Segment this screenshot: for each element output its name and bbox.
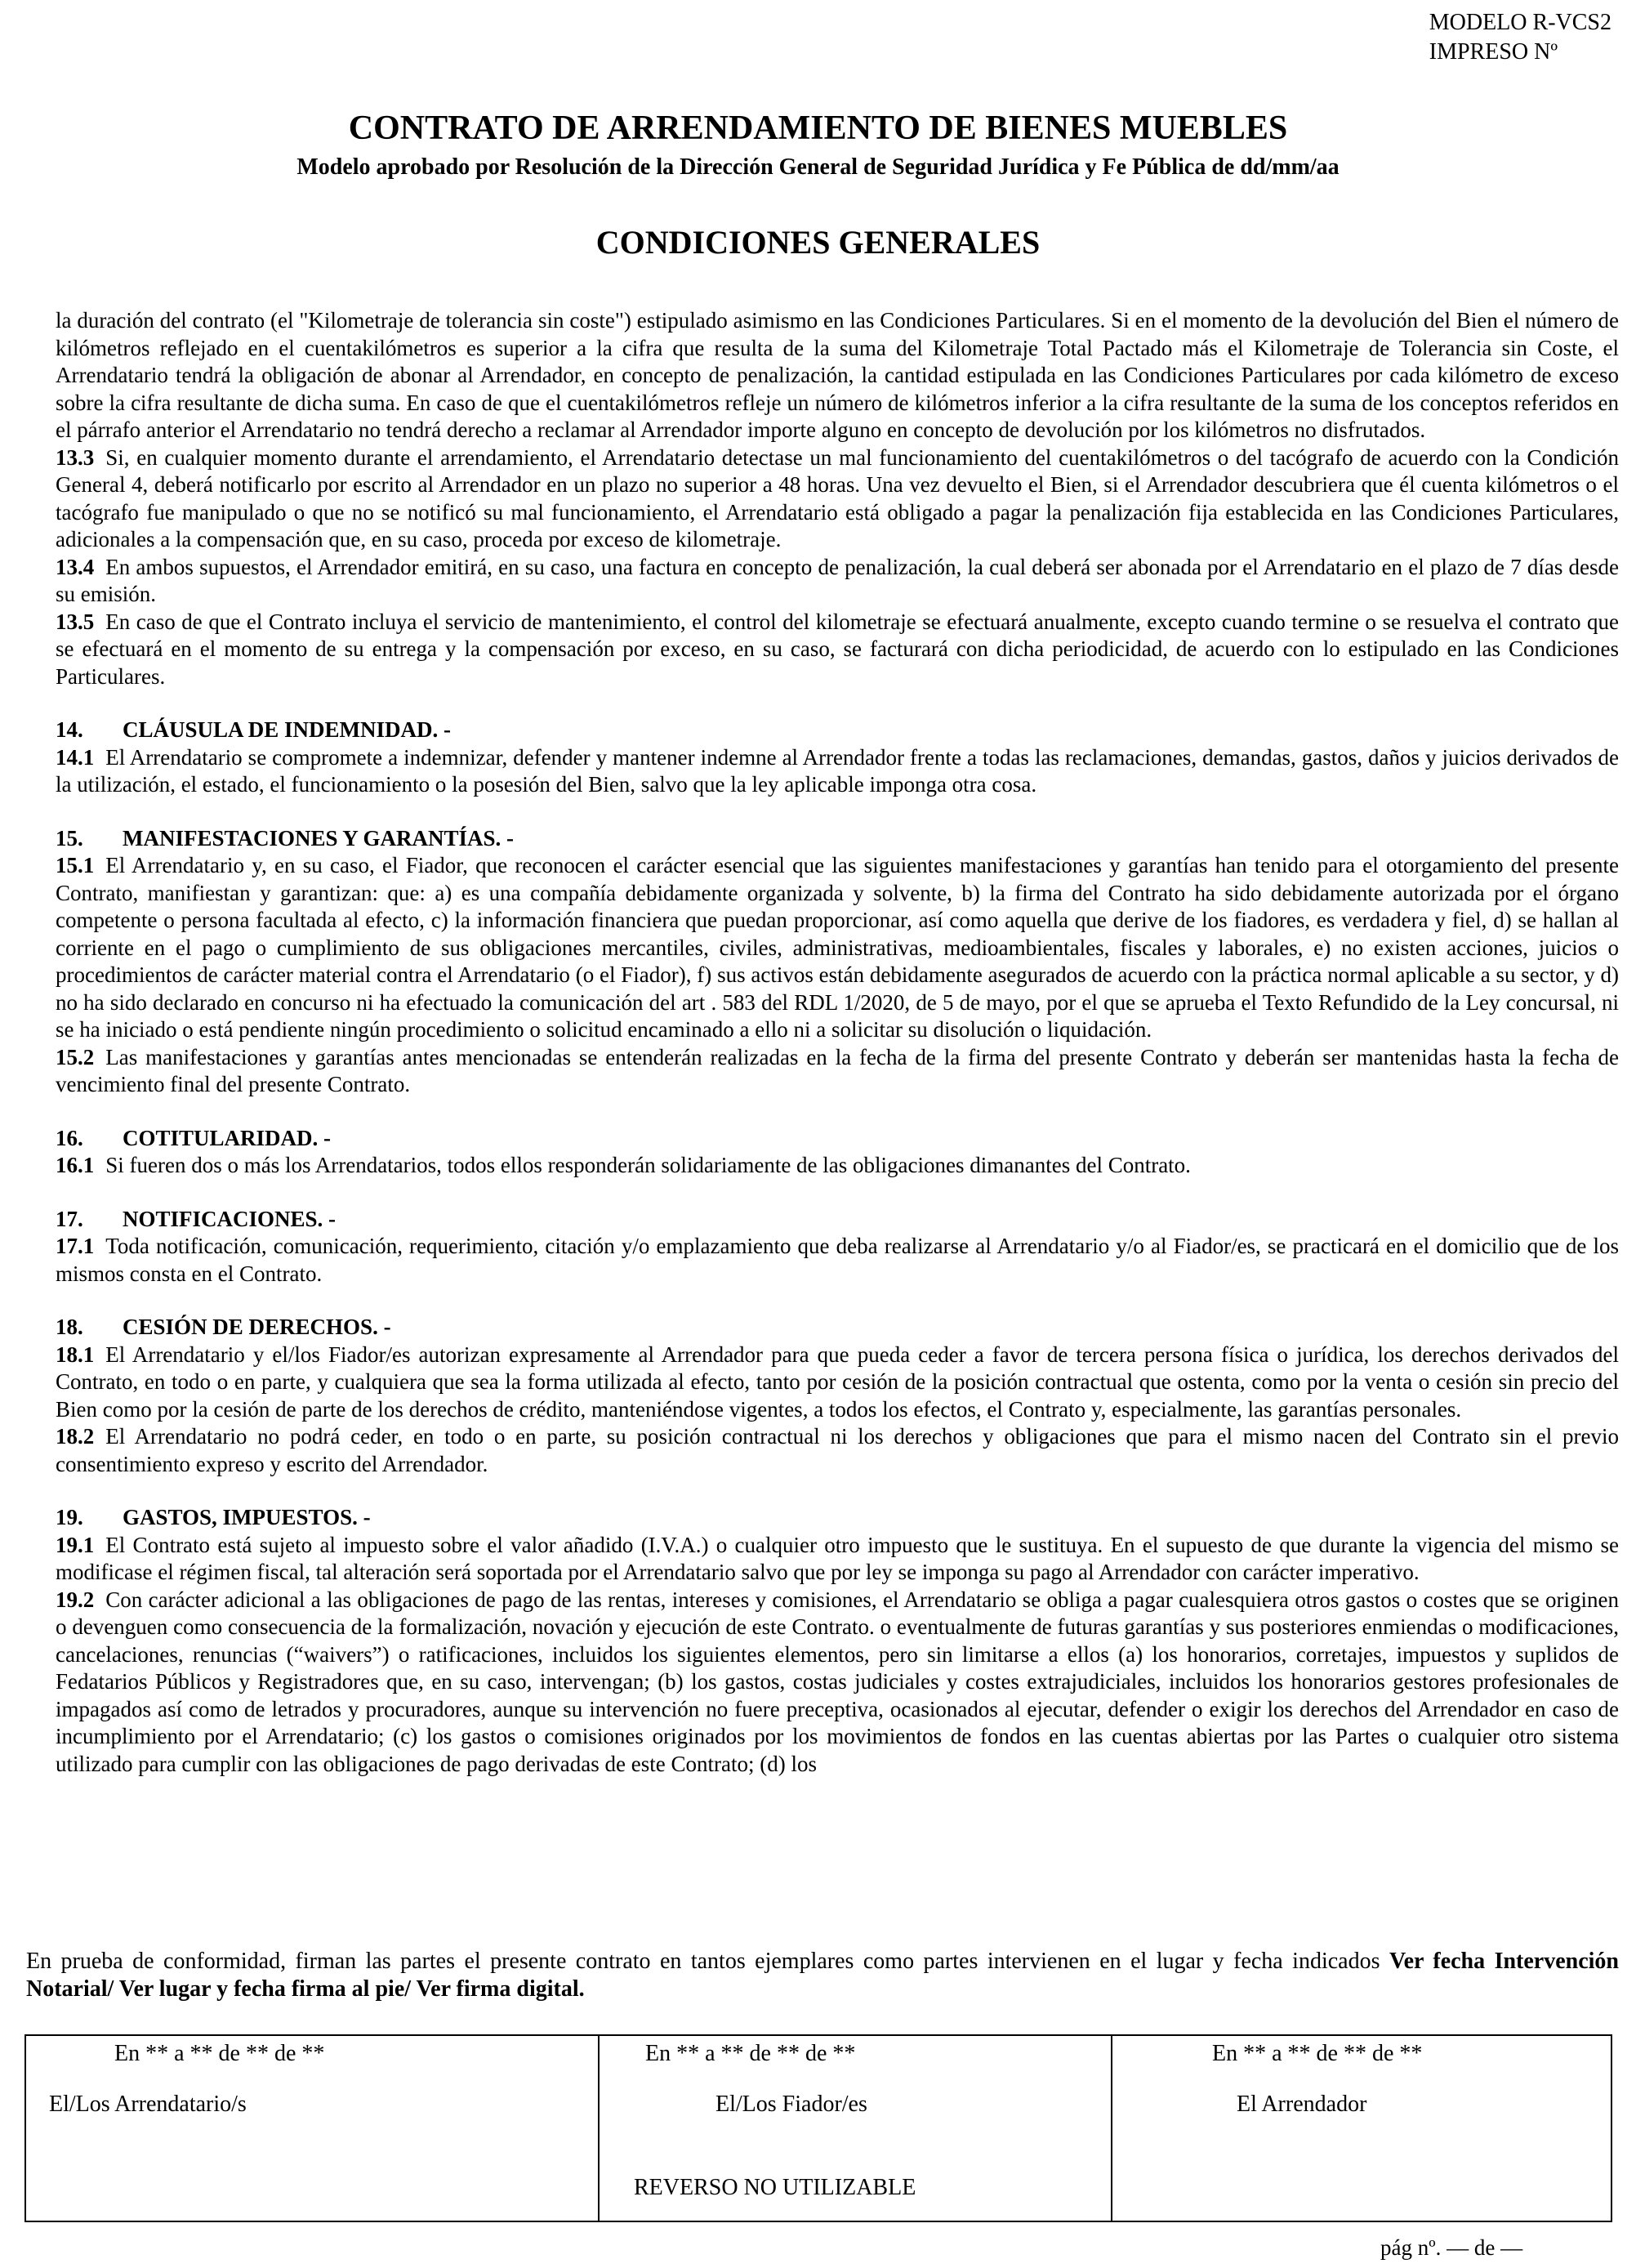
- signature-role: El/Los Arrendatario/s: [49, 2092, 247, 2117]
- clause-number: 19.2: [56, 1587, 95, 1612]
- heading-number: 14.: [56, 717, 83, 742]
- clause-text: Si, en cualquier momento durante el arrendamiento, el Arrendatario detectase un mal funcionamiento del cuentakilómetros o del tacógrafo de acuerdo con la Condición General 4, deberá notificarlo por escrito al Arrendador en un plazo no superior a 48 horas. Una vez devuelto el Bien, si el Arrendador descubriera que él cuenta kilómetros o el tacógrafo fue manipulado o que no se notificó su mal funcionamiento, el Arrendatario está obligado a pagar la penalización fija establecida en las Condiciones Particulares, adicionales a la compensación que, en su caso, proceda por exceso de kilometraje.: [56, 444, 1619, 551]
- signature-role: El/Los Fiador/es: [715, 2092, 867, 2117]
- heading-number: 18.: [56, 1315, 83, 1339]
- clause-16-heading: [56, 1125, 1619, 1153]
- clause-text: El Arrendatario no podrá ceder, en todo o en parte, su posición contractual ni los derechos y obligaciones que para el mismo nacen del Contrato sin el previo consentimiento expreso y escrito del Arrendador.: [56, 1424, 1619, 1476]
- clause-17-heading: [56, 1206, 1619, 1234]
- heading-number: 17.: [56, 1206, 83, 1231]
- reverse-not-usable-note: REVERSO NO UTILIZABLE: [634, 2175, 916, 2200]
- clause-number: 13.3: [56, 444, 95, 470]
- clause-15-1: [56, 852, 1619, 1044]
- clause-number: 15.1: [56, 853, 95, 877]
- heading-number: 15.: [56, 825, 83, 850]
- model-reference: [1429, 8, 1611, 67]
- clause-14-1: [56, 744, 1619, 799]
- conformity-statement: [26, 1948, 1619, 2003]
- clause-number: 18.1: [56, 1342, 95, 1367]
- heading-title: GASTOS, IMPUESTOS. -: [123, 1505, 371, 1529]
- clause-14-heading: [56, 717, 1619, 744]
- heading-title: CLÁUSULA DE INDEMNIDAD. -: [123, 717, 452, 742]
- conformity-bold-text: Ver fecha Intervención Notarial/ Ver lugar y fecha firma al pie/ Ver firma digital.: [26, 1949, 1619, 2002]
- intro-paragraph: la duración del contrato (el "Kilometraje de tolerancia sin coste") estipulado asimismo en las Condiciones Particulares. Si en el momento de la devolución del Bien el número de kilómetros reflejado en el cuentakilómetros es superior a la cifra que resulta de la suma del Kilometraje Total Pactado más el Kilometraje de Tolerancia sin Coste, el Arrendatario tendrá la obligación de abonar al Arrendador, en concepto de penalización, la cantidad estipulada en las Condiciones Particulares por cada kilómetro de exceso sobre la cifra resultante de dicha suma. En caso de que el cuentakilómetros refleje un número de kilómetros inferior a la cifra resultante de la suma de los conceptos referidos en el párrafo anterior el Arrendatario no tendrá derecho a reclamar al Arrendador importe alguno en concepto de devolución por los kilómetros no disfrutados.: [56, 308, 1619, 442]
- heading-title: NOTIFICACIONES. -: [123, 1206, 337, 1231]
- model-code: MODELO R-VCS2: [1429, 10, 1611, 35]
- printed-number: IMPRESO Nº: [1429, 39, 1558, 65]
- section-title: CONDICIONES GENERALES: [595, 224, 1041, 261]
- clause-text: El Arrendatario y el/los Fiador/es autorizan expresamente al Arrendador para que pueda ceder a favor de tercera persona física o jurídica, los derechos derivados del Contrato, en todo o en parte, y cualquiera que sea la forma utilizada al efecto, tanto por cesión de la posición contractual que ostenta, como por la venta o cesión sin precio del Bien como por la cesión de parte de los derechos de crédito, manteniéndose vigentes, a todos los efectos, el Contrato y, especialmente, las garantías personales.: [56, 1342, 1619, 1422]
- heading-title: CESIÓN DE DERECHOS. -: [123, 1315, 391, 1339]
- clause-number: 13.5: [56, 609, 95, 634]
- heading-number: 19.: [56, 1505, 83, 1529]
- clause-text: Las manifestaciones y garantías antes mencionadas se entenderán realizadas en la fecha de la firma del presente Contrato y deberán ser mantenidas hasta la fecha de vencimiento final del presente Contrato.: [56, 1044, 1619, 1096]
- signature-cell-lessee: [26, 2036, 598, 2221]
- page-number: pág nº. — de —: [1380, 2235, 1523, 2260]
- clause-number: 15.2: [56, 1044, 95, 1069]
- heading-number: 16.: [56, 1125, 83, 1150]
- clause-19-2: [56, 1587, 1619, 1779]
- clause-number: 16.1: [56, 1153, 95, 1177]
- clause-text: El Arrendatario se compromete a indemnizar, defender y mantener indemne al Arrendador frente a todas las reclamaciones, demandas, gastos, daños y juicios derivados de la utilización, el estado, el funcionamiento o la posesión del Bien, salvo que la ley aplicable imponga otra cosa.: [56, 744, 1619, 797]
- clause-number: 13.4: [56, 554, 95, 579]
- clause-text: El Arrendatario y, en su caso, el Fiador, que reconocen el carácter esencial que las siguientes manifestaciones y garantías han tenido para el otorgamiento del presente Contrato, manifiestan y garantizan: que: a) es una compañía debidamente organizada y solvente, b) la firma del Contrato ha sido debidamente autorizada por el órgano competente o persona facultada al efecto, c) la información financiera que puedan proporcionar, así como aquella que derive de los fiadores, es verdadera y fiel, d) se hallan al corriente en el pago o cumplimiento de sus obligaciones mercantiles, civiles, administrativas, medioambientales, fiscales y laborales, e) no existen acciones, juicios o procedimientos de carácter material contra el Arrendatario (o el Fiador), f) sus activos están debidamente asegurados de acuerdo con la práctica normal aplicable a su sector, y d) no ha sido declarado en concurso ni ha efectuado la comunicación del art . 583 del RDL 1/2020, de 5 de mayo, por el que se aprueba el Texto Refundido de la Ley concursal, ni se ha iniciado o está pendiente ningún procedimiento o solicitud encaminado a ello ni a solicitar su disolución o liquidación.: [56, 853, 1619, 1042]
- heading-title: MANIFESTACIONES Y GARANTÍAS. -: [123, 825, 515, 850]
- clause-16-1: [56, 1152, 1619, 1180]
- clause-number: 18.2: [56, 1424, 95, 1449]
- clause-13-5: [56, 609, 1619, 691]
- signature-date: En ** a ** de ** de **: [114, 2041, 325, 2066]
- signature-cell-lessor: [1112, 2036, 1612, 2221]
- signature-date: En ** a ** de ** de **: [645, 2041, 856, 2066]
- clause-text: Toda notificación, comunicación, requerimiento, citación y/o emplazamiento que deba realizarse al Arrendatario y/o al Fiador/es, se practicará en el domicilio que de los mismos consta en el Contrato.: [56, 1234, 1619, 1286]
- clause-19-1: [56, 1532, 1619, 1587]
- conformity-text: En prueba de conformidad, firman las partes el presente contrato en tantos ejemplares como partes intervienen en el lugar y fecha indicados: [26, 1949, 1380, 1974]
- clause-text: En caso de que el Contrato incluya el servicio de mantenimiento, el control del kilometraje se efectuará anualmente, excepto cuando termine o se resuelva el contrato que se efectuará en el momento de su entrega y la compensación por exceso, en su caso, se facturará con dicha periodicidad, de acuerdo con lo estipulado en las Condiciones Particulares.: [56, 609, 1619, 689]
- clause-number: 14.1: [56, 744, 95, 770]
- clause-18-heading: [56, 1314, 1619, 1342]
- clause-text: El Contrato está sujeto al impuesto sobre el valor añadido (I.V.A.) o cualquier otro impuesto que le sustituya. En el supuesto de que durante la vigencia del mismo se modificase el régimen fiscal, tal alteración será soportada por el Arrendatario salvo que por ley se imponga su pago al Arrendador con carácter imperativo.: [56, 1532, 1619, 1584]
- clause-number: 19.1: [56, 1532, 95, 1557]
- signature-table: [25, 2034, 1612, 2222]
- clause-text: Si fueren dos o más los Arrendatarios, todos ellos responderán solidariamente de las obligaciones dimanantes del Contrato.: [105, 1153, 1191, 1177]
- clause-15-heading: [56, 825, 1619, 853]
- clause-18-1: [56, 1342, 1619, 1424]
- clause-13-4: [56, 554, 1619, 609]
- clause-text: Con carácter adicional a las obligaciones de pago de las rentas, intereses y comisiones, el Arrendatario se obliga a pagar cualesquiera otros gastos o costes que se originen o devenguen como consecuencia de la formalización, novación y ejecución de este Contrato. o eventualmente de futuras garantías y sus posteriores enmiendas o modificaciones, cancelaciones, renuncias (“waivers”) o ratificaciones, incluidos los siguientes elementos, pero sin limitarse a ellos (a) los honorarios, corretajes, impuestos y suplidos de Fedatarios Públicos y Registradores que, en su caso, intervengan; (b) los gastos, costas judiciales y costes extrajudiciales, incluidos los honorarios gestores profesionales de impagados así como de letrados y procuradores, aunque su intervención no fuere preceptiva, ocasionados al ejecutar, defender o exigir los derechos del Arrendador en caso de incumplimiento por el Arrendatario; (c) los gastos o comisiones originados por los movimientos de fondos en las cuentas abiertas por las Partes o cualquier otro sistema utilizado para cumplir con las obligaciones de pago derivadas de este Contrato; (d) los: [56, 1587, 1619, 1776]
- heading-title: COTITULARIDAD. -: [123, 1125, 332, 1150]
- signature-date: En ** a ** de ** de **: [1212, 2041, 1423, 2066]
- contract-body: [56, 307, 1619, 1778]
- clause-number: 17.1: [56, 1234, 95, 1258]
- clause-15-2: [56, 1044, 1619, 1099]
- clause-19-heading: [56, 1504, 1619, 1532]
- signature-role: El Arrendador: [1237, 2092, 1367, 2117]
- document-subtitle: Modelo aprobado por Resolución de la Dirección General de Seguridad Jurídica y Fe Pública de dd/mm/aa: [296, 154, 1340, 180]
- clause-text: En ambos supuestos, el Arrendador emitirá, en su caso, una factura en concepto de penalización, la cual deberá ser abonada por el Arrendatario en el plazo de 7 días desde su emisión.: [56, 554, 1619, 606]
- document-title: CONTRATO DE ARRENDAMIENTO DE BIENES MUEBLES: [348, 109, 1288, 147]
- signature-cell-guarantor: [598, 2036, 1112, 2221]
- clause-18-2: [56, 1423, 1619, 1478]
- clause-17-1: [56, 1233, 1619, 1288]
- clause-13-3: [56, 444, 1619, 554]
